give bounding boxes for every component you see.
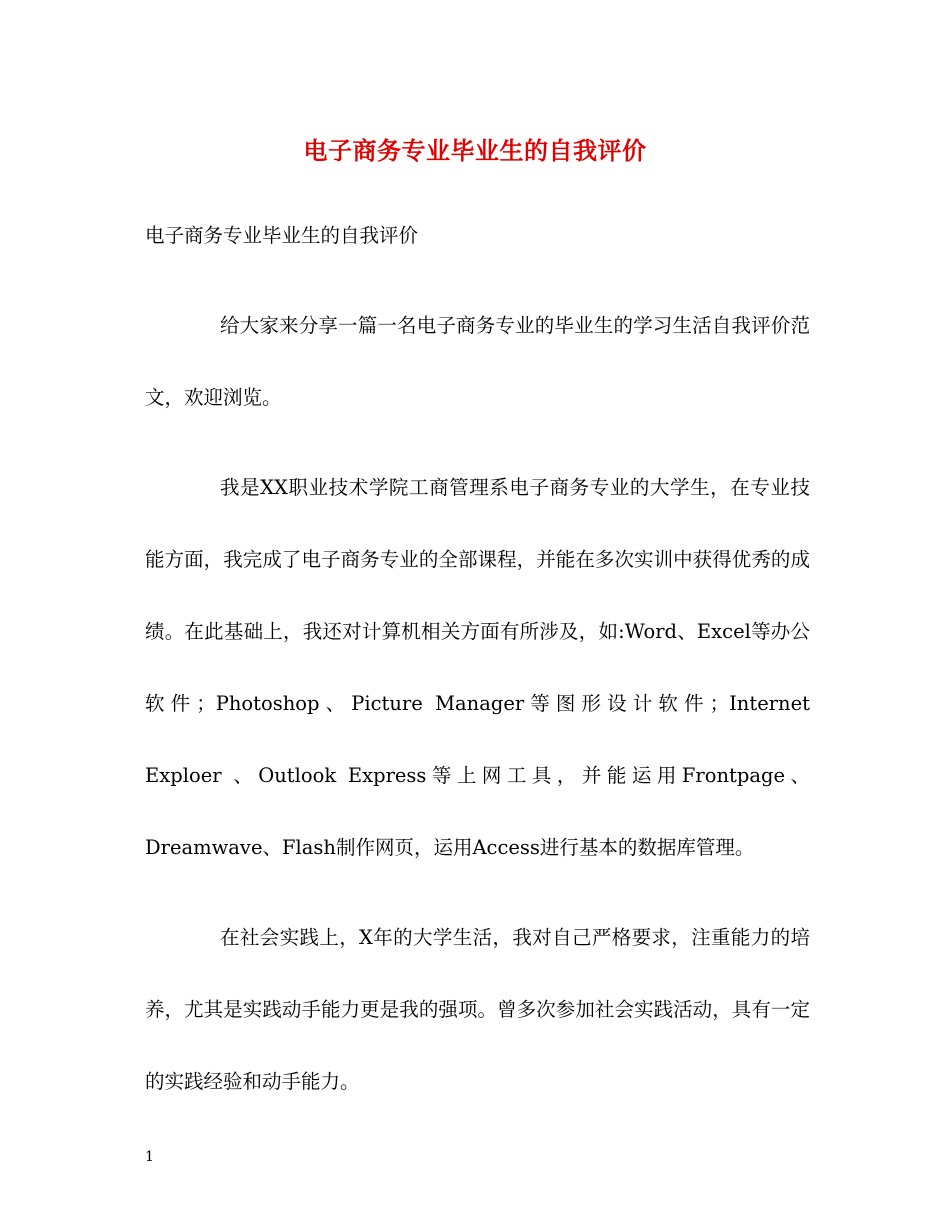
document-body [145,218,810,1154]
paragraph-practice: 在社会实践上，X年的大学生活，我对自己严格要求，注重能力的培养，尤其是实践动手能力更是我的强项。曾多次参加社会实践活动，具有一定的实践经验和动手能力。 [145,926,810,1093]
paragraph-skills: 我是XX职业技术学院工商管理系电子商务专业的大学生，在专业技能方面，我完成了电子商务专业的全部课程，并能在多次实训中获得优秀的成绩。在此基础上，我还对计算机相关方面有所涉及，如:Word、Excel等办公软件；Photoshop、Picture Manager等图形设计软件；Internet Exploer 、Outlook Express等上网工具，并能运用Frontpage、Dreamwave、Flash制作网页，运用Access进行基本的数据库管理。 [145,476,810,859]
paragraph-intro: 给大家来分享一篇一名电子商务专业的毕业生的学习生活自我评价范文，欢迎浏览。 [145,314,810,409]
document-subtitle: 电子商务专业毕业生的自我评价 [145,224,419,247]
page-number: 1 [145,1149,154,1165]
document-title: 电子商务专业毕业生的自我评价 [303,136,647,165]
